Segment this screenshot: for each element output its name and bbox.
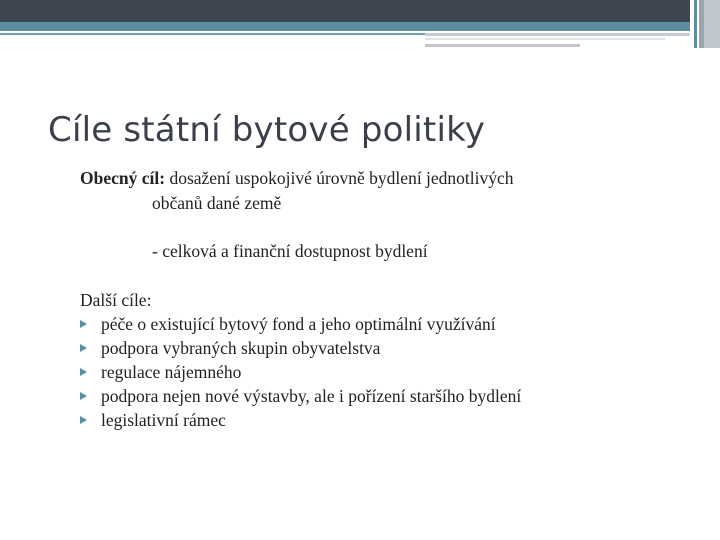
list-item	[80, 409, 521, 433]
general-goal-line	[80, 167, 514, 189]
list-item-text: legislativní rámec	[101, 410, 226, 430]
list-item	[80, 361, 521, 385]
general-goal-sub-point: - celková a finanční dostupnost bydlení	[152, 241, 428, 261]
list-item-text: podpora vybraných skupin obyvatelstva	[101, 338, 381, 358]
header-line-gray	[425, 38, 665, 40]
header-line-gray	[425, 33, 690, 36]
triangle-bullet-icon	[80, 320, 87, 328]
general-goal-text: dosažení uspokojivé úrovně bydlení jednotlivých	[165, 168, 514, 188]
corner-block-light	[704, 0, 720, 48]
list-item	[80, 337, 521, 361]
general-goal-label: Obecný cíl:	[80, 168, 166, 188]
corner-strip	[694, 0, 697, 48]
triangle-bullet-icon	[80, 392, 87, 400]
header-line-gray	[425, 44, 580, 47]
slide-title: Cíle státní bytové politiky	[48, 110, 486, 150]
triangle-bullet-icon	[80, 368, 87, 376]
triangle-bullet-icon	[80, 416, 87, 424]
other-goals-list	[80, 313, 521, 433]
list-item-text: péče o existující bytový fond a jeho optimální využívání	[101, 314, 496, 334]
list-item	[80, 313, 521, 337]
other-goals-label: Další cíle:	[80, 290, 152, 310]
header-line-accent	[0, 33, 425, 35]
list-item-text: podpora nejen nové výstavby, ale i pořízení staršího bydlení	[101, 386, 522, 406]
list-item-text: regulace nájemného	[101, 362, 242, 382]
triangle-bullet-icon	[80, 344, 87, 352]
header-bar-accent	[0, 22, 690, 31]
list-item	[80, 385, 521, 409]
header-bar-dark	[0, 0, 690, 22]
general-goal-text-continued: občanů dané země	[152, 193, 282, 213]
